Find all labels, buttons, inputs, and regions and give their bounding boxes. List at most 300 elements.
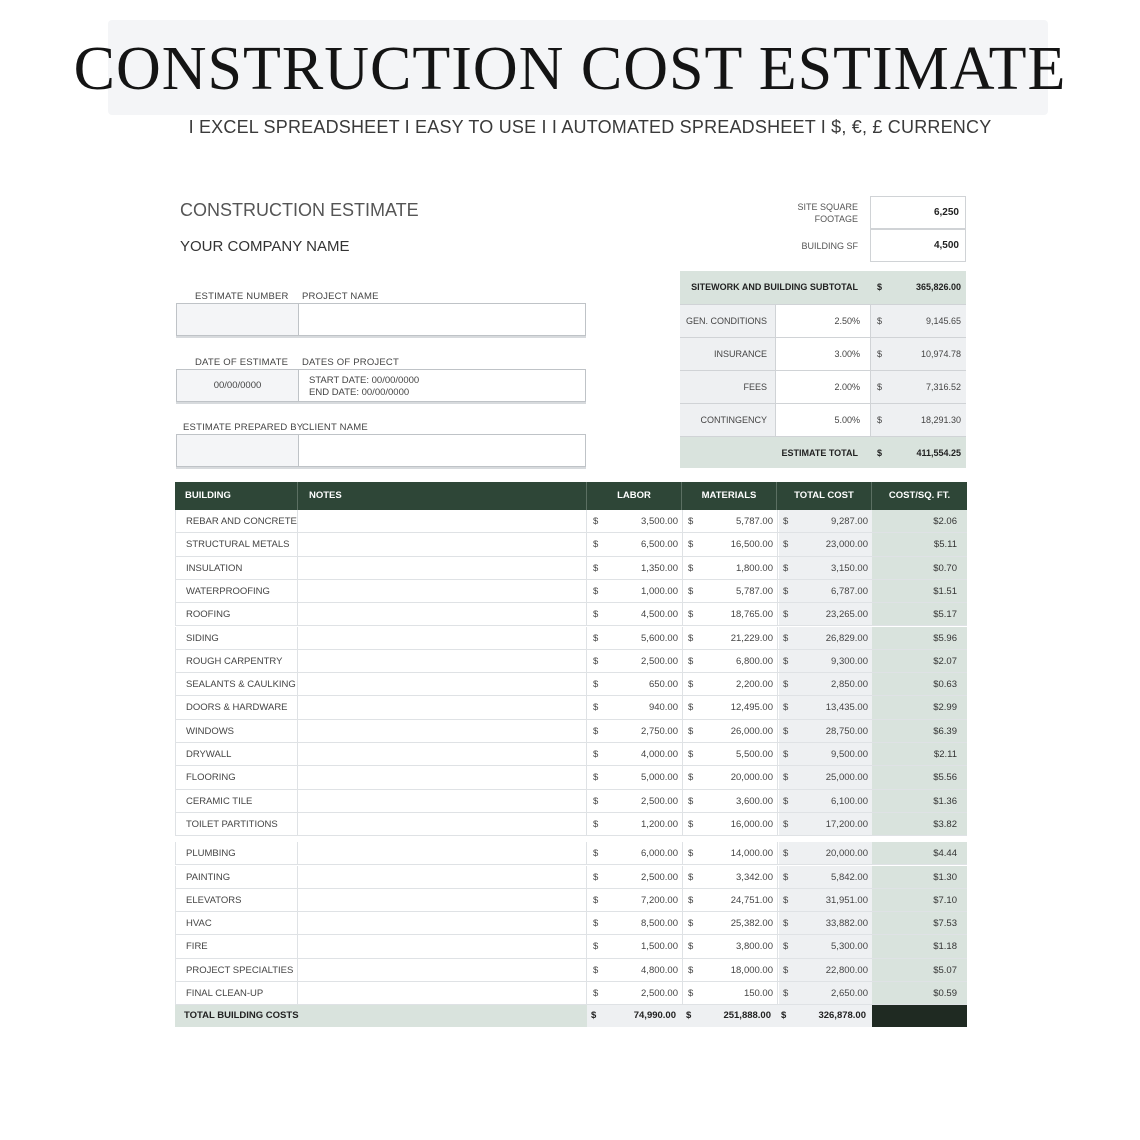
materials-currency: $ <box>688 894 694 906</box>
table-row <box>175 673 967 696</box>
notes-cell[interactable] <box>298 510 587 532</box>
total-cost-currency: $ <box>783 964 789 976</box>
header-total-cost: TOTAL COST <box>777 482 872 510</box>
materials-currency: $ <box>688 988 694 999</box>
column-divider <box>777 557 778 579</box>
materials-currency: $ <box>688 871 694 883</box>
site-square-footage-value[interactable]: 6,250 <box>870 196 966 229</box>
building-sf-label: BUILDING SF <box>801 241 858 251</box>
column-divider <box>682 813 683 835</box>
labor-value[interactable]: 7,200.00 <box>641 894 678 906</box>
materials-currency: $ <box>688 772 694 784</box>
summary-item-percent[interactable]: 3.00% <box>775 338 871 371</box>
labor-value[interactable]: 4,800.00 <box>641 964 678 976</box>
cost-per-sqft-value: $1.30 <box>872 866 967 888</box>
column-divider <box>777 959 778 981</box>
building-item-name[interactable]: INSULATION <box>175 557 298 579</box>
labor-value[interactable]: 2,500.00 <box>641 988 678 999</box>
cost-per-sqft-value: $2.07 <box>872 650 967 672</box>
table-row <box>175 982 967 1005</box>
column-divider <box>777 790 778 812</box>
table-row <box>175 889 967 912</box>
column-divider <box>682 696 683 718</box>
notes-cell[interactable] <box>298 790 587 812</box>
prepared-client-row <box>176 434 586 467</box>
total-cost-value: 31,951.00 <box>825 894 868 906</box>
column-divider <box>682 743 683 765</box>
client-name-label: CLIENT NAME <box>302 422 368 433</box>
notes-cell[interactable] <box>298 673 587 695</box>
column-divider <box>777 720 778 742</box>
table-row <box>175 720 967 743</box>
materials-currency: $ <box>688 655 694 667</box>
table-row <box>175 743 967 766</box>
column-divider <box>682 720 683 742</box>
labor-currency: $ <box>593 539 599 551</box>
summary-item-currency: $ <box>877 415 883 425</box>
cost-per-sqft-value: $3.82 <box>872 813 967 835</box>
total-cost-currency: $ <box>783 562 789 574</box>
table-row <box>175 842 967 865</box>
estimate-total-label: ESTIMATE TOTAL <box>781 448 858 458</box>
table-row <box>175 603 967 626</box>
materials-value[interactable]: 6,800.00 <box>736 655 773 667</box>
total-cost-value: 5,842.00 <box>831 871 868 883</box>
total-cost-value: 22,800.00 <box>825 964 868 976</box>
cost-per-sqft-value: $7.10 <box>872 889 967 911</box>
total-cost-value: 17,200.00 <box>825 818 868 830</box>
summary-item-row <box>680 304 966 337</box>
cost-per-sqft-value: $0.70 <box>872 557 967 579</box>
labor-currency: $ <box>593 585 599 597</box>
subtotal-currency: $ <box>877 282 883 292</box>
table-row <box>175 696 967 719</box>
building-item-name[interactable]: CERAMIC TILE <box>175 790 298 812</box>
table-row <box>175 766 967 789</box>
labor-currency: $ <box>593 894 599 906</box>
building-item-name[interactable]: HVAC <box>175 912 298 934</box>
labor-currency: $ <box>593 516 599 527</box>
building-item-name[interactable]: ROOFING <box>175 603 298 625</box>
total-cost-currency: $ <box>783 941 789 953</box>
project-name-label: PROJECT NAME <box>302 291 379 302</box>
column-divider <box>682 766 683 788</box>
table-row <box>175 510 967 533</box>
labor-value[interactable]: 940.00 <box>648 702 678 714</box>
document-title: CONSTRUCTION ESTIMATE <box>180 200 419 220</box>
total-cost-currency: $ <box>783 988 789 999</box>
cost-per-sqft-value: $1.51 <box>872 580 967 602</box>
column-divider <box>682 842 683 864</box>
total-cost-currency: $ <box>783 632 789 644</box>
notes-cell[interactable] <box>298 982 587 1004</box>
materials-currency: $ <box>688 562 694 574</box>
dates-of-project-label: DATES OF PROJECT <box>302 357 399 368</box>
column-divider <box>682 533 683 555</box>
materials-value[interactable]: 2,200.00 <box>736 679 773 691</box>
labor-currency: $ <box>593 609 599 621</box>
building-item-name[interactable]: TOILET PARTITIONS <box>175 813 298 835</box>
building-item-name[interactable]: REBAR AND CONCRETE <box>175 510 298 532</box>
column-divider <box>682 912 683 934</box>
building-item-name[interactable]: SIDING <box>175 627 298 649</box>
notes-cell[interactable] <box>298 533 587 555</box>
total-cost-value: 5,300.00 <box>831 941 868 953</box>
cost-per-sqft-value: $5.96 <box>872 627 967 649</box>
header-labor: LABOR <box>587 482 682 510</box>
notes-cell[interactable] <box>298 696 587 718</box>
column-divider <box>682 959 683 981</box>
materials-currency: $ <box>688 725 694 737</box>
summary-item-label: CONTINGENCY <box>700 415 767 425</box>
estimate-total-value: 411,554.25 <box>916 448 961 458</box>
column-divider <box>777 580 778 602</box>
labor-value[interactable]: 2,500.00 <box>641 655 678 667</box>
labor-currency: $ <box>593 632 599 644</box>
labor-value[interactable]: 2,500.00 <box>641 871 678 883</box>
notes-cell[interactable] <box>298 743 587 765</box>
total-cost-currency: $ <box>783 516 789 527</box>
labor-currency: $ <box>593 818 599 830</box>
total-labor-currency: $ <box>591 1010 597 1022</box>
notes-cell[interactable] <box>298 912 587 934</box>
cost-per-sqft-value: $0.63 <box>872 673 967 695</box>
total-cost-value: 33,882.00 <box>825 918 868 930</box>
column-divider <box>682 627 683 649</box>
total-cost-currency: $ <box>783 702 789 714</box>
total-cost-value: 6,787.00 <box>831 585 868 597</box>
building-item-name[interactable]: ROUGH CARPENTRY <box>175 650 298 672</box>
materials-currency: $ <box>688 609 694 621</box>
total-cost-value: 9,287.00 <box>831 516 868 527</box>
date-of-estimate-label: DATE OF ESTIMATE <box>195 357 289 368</box>
table-row <box>175 959 967 982</box>
column-divider <box>682 603 683 625</box>
building-item-name[interactable]: DRYWALL <box>175 743 298 765</box>
labor-currency: $ <box>593 562 599 574</box>
materials-value[interactable]: 26,000.00 <box>730 725 773 737</box>
cost-per-sqft-value: $1.18 <box>872 935 967 957</box>
cost-per-sqft-value: $5.11 <box>872 533 967 555</box>
cost-per-sqft-value: $2.06 <box>872 510 967 532</box>
materials-currency: $ <box>688 585 694 597</box>
notes-cell[interactable] <box>298 557 587 579</box>
end-date-text: END DATE: 00/00/0000 <box>309 387 410 398</box>
summary-item-amount: 18,291.30 <box>920 415 961 425</box>
total-cost-value: 23,265.00 <box>825 609 868 621</box>
summary-item-row <box>680 370 966 403</box>
summary-item-row <box>680 337 966 370</box>
building-item-name[interactable]: SEALANTS & CAULKING <box>175 673 298 695</box>
total-cost-currency: $ <box>783 725 789 737</box>
materials-currency: $ <box>688 702 694 714</box>
summary-item-row <box>680 403 966 436</box>
column-divider <box>777 935 778 957</box>
labor-value[interactable]: 6,000.00 <box>641 848 678 860</box>
subtotal-row <box>680 271 966 304</box>
cost-per-sqft-value: $2.11 <box>872 743 967 765</box>
subtotal-value: 365,826.00 <box>915 282 961 292</box>
materials-currency: $ <box>688 749 694 760</box>
labor-value[interactable]: 4,000.00 <box>641 749 678 760</box>
summary-item-percent[interactable]: 2.00% <box>775 371 871 404</box>
labor-value[interactable]: 5,600.00 <box>641 632 678 644</box>
cost-per-sqft-value: $4.44 <box>872 842 967 864</box>
table-row <box>175 533 967 556</box>
total-cost-value: 9,300.00 <box>831 655 868 667</box>
building-item-name[interactable]: FIRE <box>175 935 298 957</box>
total-cost-currency: $ <box>781 1010 787 1022</box>
labor-value[interactable]: 5,000.00 <box>641 772 678 784</box>
summary-item-amount: 10,974.78 <box>920 349 961 359</box>
table-row <box>175 866 967 889</box>
dates-row <box>176 369 586 402</box>
total-cost-currency: $ <box>783 539 789 551</box>
labor-value[interactable]: 1,500.00 <box>641 941 678 953</box>
column-divider <box>777 889 778 911</box>
cost-per-sqft-value: $7.53 <box>872 912 967 934</box>
total-cost-value: 13,435.00 <box>825 702 868 714</box>
materials-value[interactable]: 18,765.00 <box>730 609 773 621</box>
total-cost-value: 326,878.00 <box>818 1010 866 1022</box>
materials-value[interactable]: 5,500.00 <box>736 749 773 760</box>
column-divider <box>777 766 778 788</box>
total-cost-value: 2,850.00 <box>831 679 868 691</box>
estimate-number-field[interactable] <box>177 304 299 335</box>
total-building-costs-label: TOTAL BUILDING COSTS <box>175 1005 587 1027</box>
materials-value[interactable]: 24,751.00 <box>730 894 773 906</box>
labor-value[interactable]: 1,200.00 <box>641 818 678 830</box>
notes-cell[interactable] <box>298 866 587 888</box>
materials-currency: $ <box>688 632 694 644</box>
column-divider <box>682 650 683 672</box>
labor-currency: $ <box>593 848 599 860</box>
column-divider <box>682 889 683 911</box>
total-cost-sqft-cell <box>872 1005 967 1027</box>
site-square-footage-row <box>680 196 966 229</box>
materials-value[interactable]: 5,787.00 <box>736 516 773 527</box>
dates-of-project-field[interactable] <box>299 370 585 401</box>
column-divider <box>682 866 683 888</box>
cost-per-sqft-value: $1.36 <box>872 790 967 812</box>
total-cost-value: 23,000.00 <box>825 539 868 551</box>
materials-value[interactable]: 3,342.00 <box>736 871 773 883</box>
building-item-name[interactable]: WATERPROOFING <box>175 580 298 602</box>
materials-value[interactable]: 14,000.00 <box>730 848 773 860</box>
notes-cell[interactable] <box>298 580 587 602</box>
notes-cell[interactable] <box>298 889 587 911</box>
labor-value[interactable]: 4,500.00 <box>641 609 678 621</box>
building-item-name[interactable]: ELEVATORS <box>175 889 298 911</box>
materials-currency: $ <box>688 941 694 953</box>
materials-currency: $ <box>688 818 694 830</box>
notes-cell[interactable] <box>298 813 587 835</box>
table-row <box>175 935 967 958</box>
table-row <box>175 580 967 603</box>
materials-value[interactable]: 5,787.00 <box>736 585 773 597</box>
total-materials-value: 251,888.00 <box>723 1010 771 1022</box>
notes-cell[interactable] <box>298 627 587 649</box>
materials-value[interactable]: 20,000.00 <box>730 772 773 784</box>
summary-item-currency: $ <box>877 349 883 359</box>
notes-cell[interactable] <box>298 720 587 742</box>
column-divider <box>682 557 683 579</box>
project-name-field[interactable] <box>299 304 585 335</box>
materials-value[interactable]: 16,000.00 <box>730 818 773 830</box>
materials-currency: $ <box>688 539 694 551</box>
summary-item-label: GEN. CONDITIONS <box>685 316 767 326</box>
total-cost-currency: $ <box>783 679 789 691</box>
column-divider <box>777 603 778 625</box>
column-divider <box>682 790 683 812</box>
building-item-name[interactable]: STRUCTURAL METALS <box>175 533 298 555</box>
total-materials-currency: $ <box>686 1010 692 1022</box>
summary-item-percent[interactable]: 2.50% <box>775 305 871 338</box>
total-cost-currency: $ <box>783 848 789 860</box>
total-cost-currency: $ <box>783 918 789 930</box>
company-name: YOUR COMPANY NAME <box>180 238 350 255</box>
estimate-total-currency: $ <box>877 448 883 458</box>
estimate-summary <box>680 271 966 468</box>
materials-value[interactable]: 3,600.00 <box>736 795 773 807</box>
materials-value[interactable]: 25,382.00 <box>730 918 773 930</box>
materials-currency: $ <box>688 795 694 807</box>
site-sf-label-line1: SITE SQUARE <box>797 202 858 212</box>
cost-per-sqft-value: $5.17 <box>872 603 967 625</box>
total-cost-value: 9,500.00 <box>831 749 868 760</box>
summary-item-amount: 7,316.52 <box>925 382 961 392</box>
labor-value[interactable]: 2,500.00 <box>641 795 678 807</box>
subtotal-label: SITEWORK AND BUILDING SUBTOTAL <box>691 282 858 292</box>
prepared-by-label: ESTIMATE PREPARED BY <box>183 422 304 433</box>
column-divider <box>777 912 778 934</box>
materials-value[interactable]: 18,000.00 <box>730 964 773 976</box>
estimate-number-project-row <box>176 303 586 336</box>
total-labor-value: 74,990.00 <box>633 1010 676 1022</box>
summary-item-percent[interactable]: 5.00% <box>775 404 871 437</box>
labor-currency: $ <box>593 679 599 691</box>
materials-value[interactable]: 150.00 <box>743 988 773 999</box>
table-row <box>175 813 967 836</box>
materials-currency: $ <box>688 918 694 930</box>
summary-item-label: INSURANCE <box>713 349 767 359</box>
site-square-footage-label <box>680 201 866 225</box>
header-notes: NOTES <box>298 482 587 510</box>
total-cost-value: 26,829.00 <box>825 632 868 644</box>
header-building: BUILDING <box>175 482 298 510</box>
total-cost-currency: $ <box>783 871 789 883</box>
total-cost-value: 2,650.00 <box>831 988 868 999</box>
summary-item-currency: $ <box>877 382 883 392</box>
date-of-estimate-field[interactable]: 00/00/0000 <box>177 370 299 401</box>
prepared-by-field[interactable] <box>177 435 299 466</box>
building-item-name[interactable]: DOORS & HARDWARE <box>175 696 298 718</box>
column-divider <box>682 510 683 532</box>
cost-per-sqft-value: $5.07 <box>872 959 967 981</box>
client-name-field[interactable] <box>299 435 585 466</box>
notes-cell[interactable] <box>298 603 587 625</box>
total-cost-value: 20,000.00 <box>825 848 868 860</box>
labor-value[interactable]: 3,500.00 <box>641 516 678 527</box>
building-item-name[interactable]: PAINTING <box>175 866 298 888</box>
labor-currency: $ <box>593 655 599 667</box>
building-item-name[interactable]: PLUMBING <box>175 842 298 864</box>
notes-cell[interactable] <box>298 766 587 788</box>
banner-subtitle: I EXCEL SPREADSHEET I EASY TO USE I I AUTOMATED SPREADSHEET I $, €, £ CURRENCY <box>188 117 992 137</box>
cost-per-sqft-value: $6.39 <box>872 720 967 742</box>
labor-value[interactable]: 1,350.00 <box>641 562 678 574</box>
labor-value[interactable]: 1,000.00 <box>641 585 678 597</box>
total-cost-value: 28,750.00 <box>825 725 868 737</box>
building-item-name[interactable]: FINAL CLEAN-UP <box>175 982 298 1004</box>
table-header <box>175 482 967 510</box>
table-row <box>175 790 967 813</box>
notes-cell[interactable] <box>298 842 587 864</box>
table-row <box>175 557 967 580</box>
building-sf-value[interactable]: 4,500 <box>870 229 966 262</box>
total-cost-value: 25,000.00 <box>825 772 868 784</box>
total-cost-currency: $ <box>783 749 789 760</box>
materials-value[interactable]: 12,495.00 <box>730 702 773 714</box>
cost-per-sqft-value: $2.99 <box>872 696 967 718</box>
summary-item-currency: $ <box>877 316 883 326</box>
site-sf-label-line2: FOOTAGE <box>814 214 858 224</box>
materials-currency: $ <box>688 964 694 976</box>
notes-cell[interactable] <box>298 959 587 981</box>
notes-cell[interactable] <box>298 650 587 672</box>
labor-currency: $ <box>593 918 599 930</box>
materials-currency: $ <box>688 516 694 527</box>
column-divider <box>777 650 778 672</box>
labor-value[interactable]: 8,500.00 <box>641 918 678 930</box>
total-cost-currency: $ <box>783 818 789 830</box>
header-cost-sqft: COST/SQ. FT. <box>888 490 951 501</box>
materials-value[interactable]: 1,800.00 <box>736 562 773 574</box>
estimate-total-row <box>680 436 966 468</box>
total-cost-currency: $ <box>783 894 789 906</box>
notes-cell[interactable] <box>298 935 587 957</box>
building-sf-row <box>680 229 966 262</box>
labor-currency: $ <box>593 772 599 784</box>
building-item-name[interactable]: PROJECT SPECIALTIES <box>175 959 298 981</box>
total-cost-value: 6,100.00 <box>831 795 868 807</box>
labor-currency: $ <box>593 725 599 737</box>
labor-currency: $ <box>593 702 599 714</box>
labor-value[interactable]: 2,750.00 <box>641 725 678 737</box>
labor-currency: $ <box>593 871 599 883</box>
cost-per-sqft-value: $5.56 <box>872 766 967 788</box>
table-row <box>175 627 967 650</box>
column-divider <box>777 510 778 532</box>
table-row <box>175 650 967 673</box>
summary-item-label: FEES <box>743 382 767 392</box>
total-cost-currency: $ <box>783 655 789 667</box>
total-building-costs-row <box>175 1005 967 1027</box>
labor-currency: $ <box>593 964 599 976</box>
building-item-name[interactable]: FLOORING <box>175 766 298 788</box>
labor-currency: $ <box>593 749 599 760</box>
materials-currency: $ <box>688 679 694 691</box>
labor-value[interactable]: 6,500.00 <box>641 539 678 551</box>
total-cost-value: 3,150.00 <box>831 562 868 574</box>
labor-value[interactable]: 650.00 <box>648 679 678 691</box>
materials-value[interactable]: 21,229.00 <box>730 632 773 644</box>
building-item-name[interactable]: WINDOWS <box>175 720 298 742</box>
labor-currency: $ <box>593 795 599 807</box>
column-divider <box>777 743 778 765</box>
materials-value[interactable]: 16,500.00 <box>730 539 773 551</box>
materials-value[interactable]: 3,800.00 <box>736 941 773 953</box>
